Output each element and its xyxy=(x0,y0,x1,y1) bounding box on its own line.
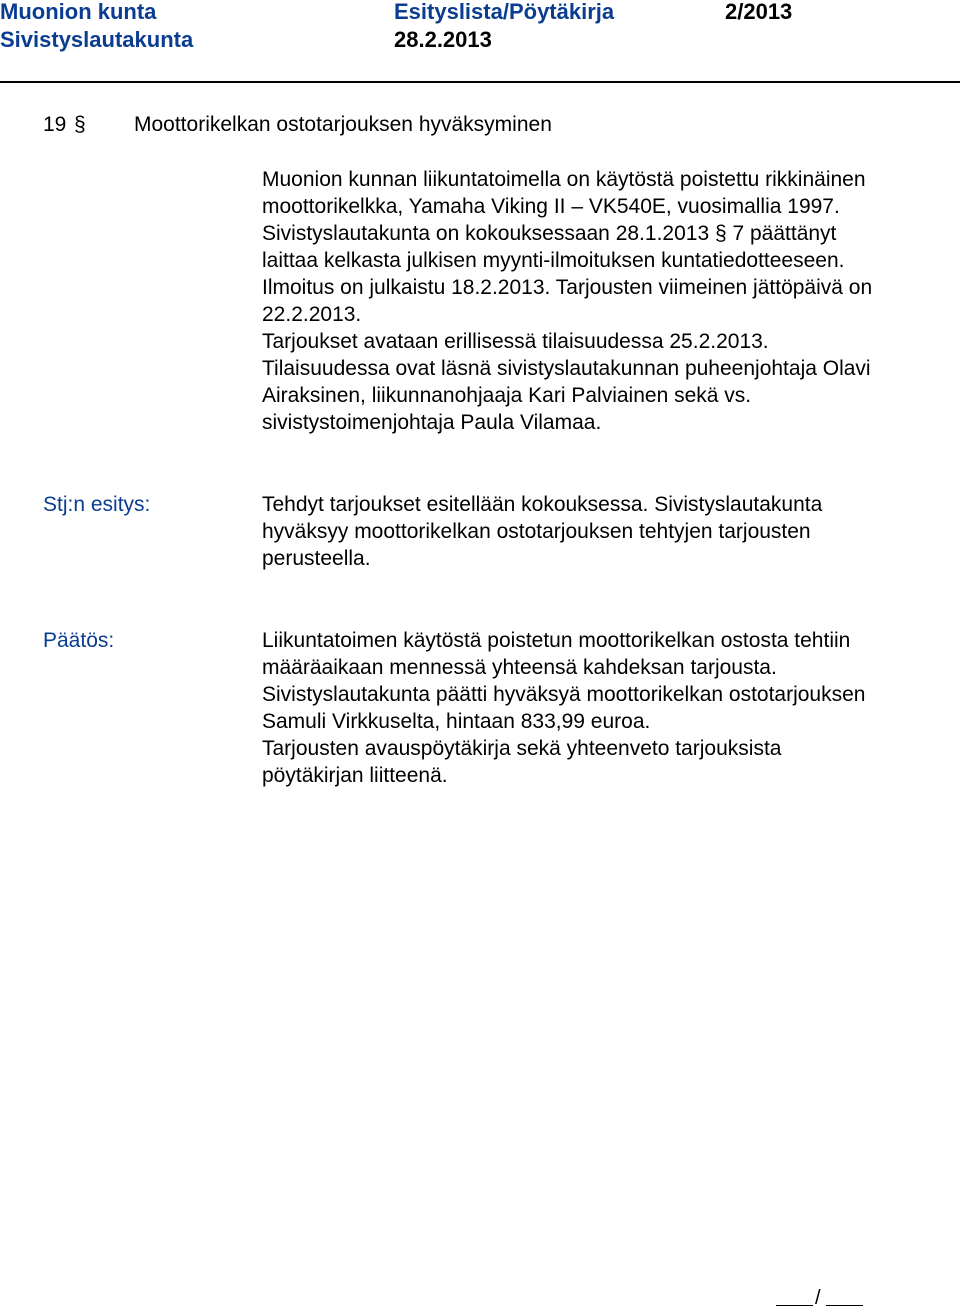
signature-blank-right xyxy=(826,1305,863,1306)
body-line: laittaa kelkasta julkisen myynti-ilmoituksen kuntatiedotteeseen. xyxy=(262,249,845,272)
body-line: 22.2.2013. xyxy=(262,303,362,326)
proposal-line: perusteella. xyxy=(262,547,371,570)
signature-separator: / xyxy=(815,1287,821,1309)
decision-label: Päätös: xyxy=(43,629,115,652)
body-line: Tarjoukset avataan erillisessä tilaisuudessa 25.2.2013. xyxy=(262,330,769,353)
document-type: Esityslista/Pöytäkirja xyxy=(394,0,615,24)
body-line: Muonion kunnan liikuntatoimella on käytöstä poistettu rikkinäinen xyxy=(262,168,866,191)
body-line: Ilmoitus on julkaistu 18.2.2013. Tarjousten viimeinen jättöpäivä on xyxy=(262,276,873,299)
meeting-date: 28.2.2013 xyxy=(394,27,492,52)
proposal-label: Stj:n esitys: xyxy=(43,493,151,516)
body-line: Airaksinen, liikunnanohjaaja Kari Palviainen sekä vs. xyxy=(262,384,752,407)
proposal-line: Tehdyt tarjoukset esitellään kokouksessa. Sivistyslautakunta xyxy=(262,493,823,516)
document-number: 2/2013 xyxy=(725,0,793,24)
decision-line: Sivistyslautakunta päätti hyväksyä moottorikelkan ostotarjouksen xyxy=(262,683,866,706)
decision-line: pöytäkirjan liitteenä. xyxy=(262,764,448,787)
municipality-name: Muonion kunta xyxy=(0,0,157,24)
section-title: Moottorikelkan ostotarjouksen hyväksyminen xyxy=(134,113,552,136)
board-name: Sivistyslautakunta xyxy=(0,27,194,52)
decision-line: määräaikaan mennessä yhteensä kahdeksan tarjousta. xyxy=(262,656,777,679)
section-number: 19 xyxy=(43,113,67,136)
decision-line: Samuli Virkkuselta, hintaan 833,99 euroa. xyxy=(262,710,651,733)
signature-blank-left xyxy=(776,1305,813,1306)
decision-line: Liikuntatoimen käytöstä poistetun moottorikelkan ostosta tehtiin xyxy=(262,629,851,652)
proposal-line: hyväksyy moottorikelkan ostotarjouksen tehtyjen tarjousten xyxy=(262,520,811,543)
body-line: moottorikelkka, Yamaha Viking II – VK540E, vuosimallia 1997. xyxy=(262,195,840,218)
body-line: Tilaisuudessa ovat läsnä sivistyslautakunnan puheenjohtaja Olavi xyxy=(262,357,871,380)
header-divider xyxy=(0,81,960,83)
body-line: Sivistyslautakunta on kokouksessaan 28.1.2013 § 7 päättänyt xyxy=(262,222,837,245)
decision-line: Tarjousten avauspöytäkirja sekä yhteenveto tarjouksista xyxy=(262,737,782,760)
body-line: sivistystoimenjohtaja Paula Vilamaa. xyxy=(262,411,602,434)
section-sign: § xyxy=(74,113,86,136)
